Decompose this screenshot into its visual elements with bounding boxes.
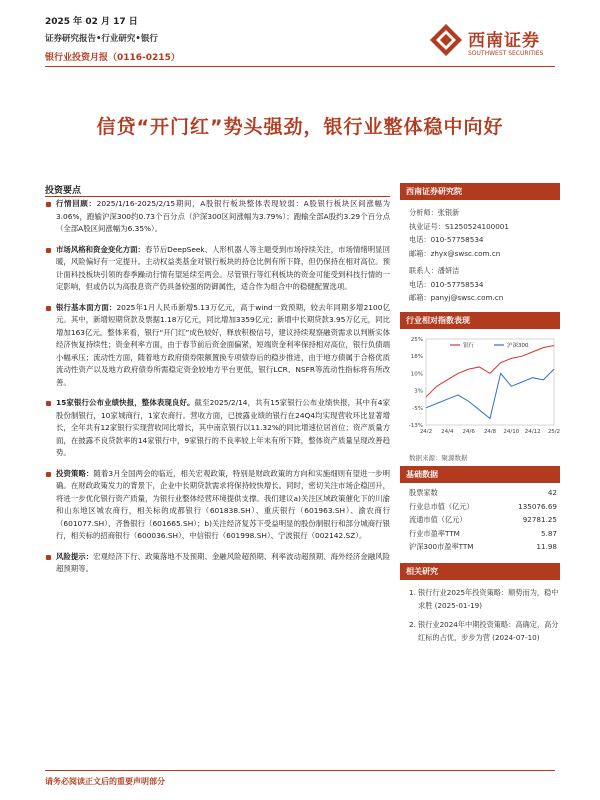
logo-name-cn: 西南证券 [468, 31, 540, 51]
bullet-text: 宏观经济下行、政策落地不及预期、金融风险超预期、利率波动超预期、海外经济金融风险超预期等。 [56, 551, 390, 573]
summary-bullet [45, 468, 390, 543]
x-tick-label: 24/2 [419, 429, 433, 435]
data-row [400, 513, 560, 527]
bullet-lead: 市场风格和资金变化方面： [56, 244, 145, 254]
report-date: 2025 年 02 月 17 日 [45, 17, 138, 27]
legend-label: 银行 [463, 343, 475, 349]
data-value: 92781.25 [522, 515, 557, 524]
bullet-square-icon [46, 401, 51, 406]
data-label: 流通市值（亿元） [409, 515, 467, 524]
summary-bullet [45, 244, 390, 294]
analyst-line: 电话：010-57758534 [409, 235, 484, 244]
y-tick-label: 18% [410, 354, 423, 361]
related-item-text: 银行行业2025年投资策略：顺势而为，稳中求胜 (2025-01-19) [418, 588, 559, 610]
relative-index-chart [400, 329, 560, 447]
summary-divider [45, 196, 390, 197]
bullet-text: 截至2025/2/14，共有15家银行公布业绩快报，其中有4家股份制银行，10家城商行，1家农商行。营收方面，已披露业绩的银行在24Q4均实现营收环比显著增长，全年共有12家银行实现营收同比增长，其中南京银行以11.32%的同比增速位居首位；资产质量方面，在披露不良贷款率的14家银行中，9家银行的不良率较上年末有所下降，整体资产质量呈现改善趋势。 [56, 398, 390, 457]
legend-label: 沪深300 [507, 343, 529, 349]
data-row [400, 540, 560, 554]
bullet-lead: 行情回顾： [56, 199, 97, 208]
data-value: 42 [547, 488, 557, 497]
bullet-text: 2025年1月人民币新增5.13万亿元，高于wind一致预期，较去年同期多增2100亿元。其中，新增短期贷款及票据1.18万亿元，同比增加3359亿元；新增中长期贷款3.95万亿元，同比增加163亿元。整体来看，银行“开门红”成色较好，释放积极信号，建议持续观察融资需求以判断实体经济恢复持续性；资金利率方面，由于春节前后资金面偏紧，短端资金利率保持相对高位，银行负债端小幅承压；流动性方面，随着地方政府债券限额置换专项债券后的稳步推进，由于地方债属于合格优质流动性资产以及地方政府债券所需稳定资金较地方平台更低，银行LCR、NSFR等流动性指标将有所改善。 [56, 302, 390, 387]
bullet-text: 春节后DeepSeek、人形机器人等主题受到市场持续关注，市场情绪明显回暖，风险偏好有一定提升。主动权益类基金对银行板块的持仓比例有所下降，但仍保持在相对高位。预计面科技板块引领的春季躁动行情有望延续至两会。尽管银行等红利板块的资金可能受到科技行情的一定影响，但或仍以为高股息资产仍具备较强的防御属性，适合作为组合中的稳健配置选项。 [56, 244, 390, 291]
x-tick-label: 24/10 [503, 429, 520, 435]
data-panel-title: 基础数据 [400, 466, 560, 483]
summary-bullet [45, 198, 390, 236]
bullet-lead: 15家银行公布业绩快报，整体表现良好。 [56, 398, 195, 407]
y-tick-label: -13% [408, 423, 423, 429]
data-label: 股票家数 [409, 488, 438, 497]
summary-bullet [45, 551, 390, 576]
bullet-square-icon [46, 555, 51, 560]
x-tick-label: 24/4 [441, 429, 454, 435]
x-tick-label: 25/2 [547, 429, 560, 435]
y-tick-label: 10% [410, 371, 423, 378]
bullet-lead: 银行基本面方面： [56, 302, 117, 312]
related-research-panel [400, 563, 560, 644]
data-label: 行业总市值（亿元） [409, 501, 474, 511]
bullet-lead: 投资策略： [56, 468, 94, 478]
series-line-1 [426, 369, 554, 418]
summary-bullets [45, 198, 390, 584]
analyst-line: 联系人：潘妍洁 [409, 266, 460, 275]
related-item[interactable] [400, 587, 560, 612]
report-type: 证券研究报告•行业研究•银行 [45, 34, 158, 44]
report-series: 银行业投资月报（0116-0215） [45, 53, 180, 63]
footer-notice: 请务必阅读正文后的重要声明部分 [45, 777, 165, 786]
analyst-email[interactable]: 邮箱：zhyx@swsc.com.cn [409, 248, 501, 258]
bullet-square-icon [46, 306, 51, 311]
analyst-panel [400, 183, 560, 305]
analyst-email[interactable]: 邮箱：panyj@swsc.com.cn [409, 293, 504, 302]
x-tick-label: 24/8 [483, 429, 497, 435]
bullet-lead: 风险提示： [56, 551, 94, 561]
data-row [400, 486, 560, 500]
data-label: 沪深300市盈率TTM [409, 542, 474, 551]
company-logo [428, 20, 558, 70]
bullet-text: 随着3月全国两会的临近，相关宏观政策，特别是财政政策的方向和实施细则有望进一步明确。在财政政策发力的背景下，企业中长期贷款需求将保持较快增长。同时，密切关注市场企稳回升，将进一步优化银行资产质量，为银行业整体经营环境提供支撑。我们建议a)关注区域政策催化下的川渝和山东地区城农商行，相关标的成都银行（601838.SH）、重庆银行（601963.SH）、渝农商行（601077.SH）、齐鲁银行（601665.SH）；b)关注经济复苏下受益明显的股份制银行和部分城商行银行，相关标的招商银行（600036.SH）、中信银行（601998.SH）、宁波银行（002142.SZ）。 [56, 468, 390, 540]
relative-index-panel [400, 312, 560, 462]
data-label: 行业市盈率TTM [409, 528, 460, 538]
analyst-line: 分析师：张银新 [409, 208, 460, 217]
summary-bullet [45, 302, 390, 390]
analyst-line: 电话：010-57758534 [409, 279, 484, 289]
related-item-text: 银行业2024年中期投资策略：高确定、高分红标的占优，步步为营 (2024-07-10) [418, 620, 559, 642]
footer-divider [45, 770, 555, 771]
analyst-line: 执业证号：S1250524100001 [409, 221, 509, 231]
series-line-0 [426, 345, 554, 397]
report-title: 信贷“开门红”势头强劲，银行业整体稳中向好 [96, 116, 504, 138]
logo-mark-icon [428, 22, 464, 58]
related-item[interactable] [400, 619, 560, 644]
data-value: 135076.69 [518, 501, 557, 511]
summary-bullet [45, 397, 390, 460]
bullet-text: 2025/1/16-2025/2/15期间，A股银行板块整体表现较弱：A股银行板块区间涨幅为3.06%，跑输沪深300约0.73个百分点（沪深300区间涨幅为3.79%）；跑输全部A股约3.29个百分点（全部A股区间涨幅为6.35%）。 [56, 199, 390, 233]
data-value: 11.98 [536, 542, 557, 551]
related-item-number: 1. [409, 588, 416, 597]
chart-panel-title: 行业相对指数表现 [400, 312, 560, 329]
related-item-number: 2. [409, 620, 416, 629]
y-tick-label: -5% [412, 405, 423, 412]
data-row [400, 527, 560, 541]
y-tick-label: 3% [414, 388, 423, 395]
x-tick-label: 24/12 [524, 429, 541, 435]
bullet-square-icon [46, 202, 51, 207]
bullet-square-icon [46, 472, 51, 477]
y-tick-label: 25% [410, 337, 423, 343]
bullet-square-icon [46, 248, 51, 253]
data-row [400, 500, 560, 514]
x-tick-label: 24/6 [462, 429, 475, 435]
chart-frame [426, 339, 554, 425]
summary-heading: 投资要点 [45, 186, 82, 196]
related-panel-title: 相关研究 [400, 563, 560, 580]
logo-name-en: SOUTHWEST SECURITIES [468, 50, 544, 57]
data-value: 5.87 [540, 528, 557, 538]
chart-source: 数据来源：聚源数据 [409, 454, 468, 462]
basic-data-panel [400, 466, 560, 554]
analyst-panel-title: 西南证券研究院 [400, 183, 560, 200]
